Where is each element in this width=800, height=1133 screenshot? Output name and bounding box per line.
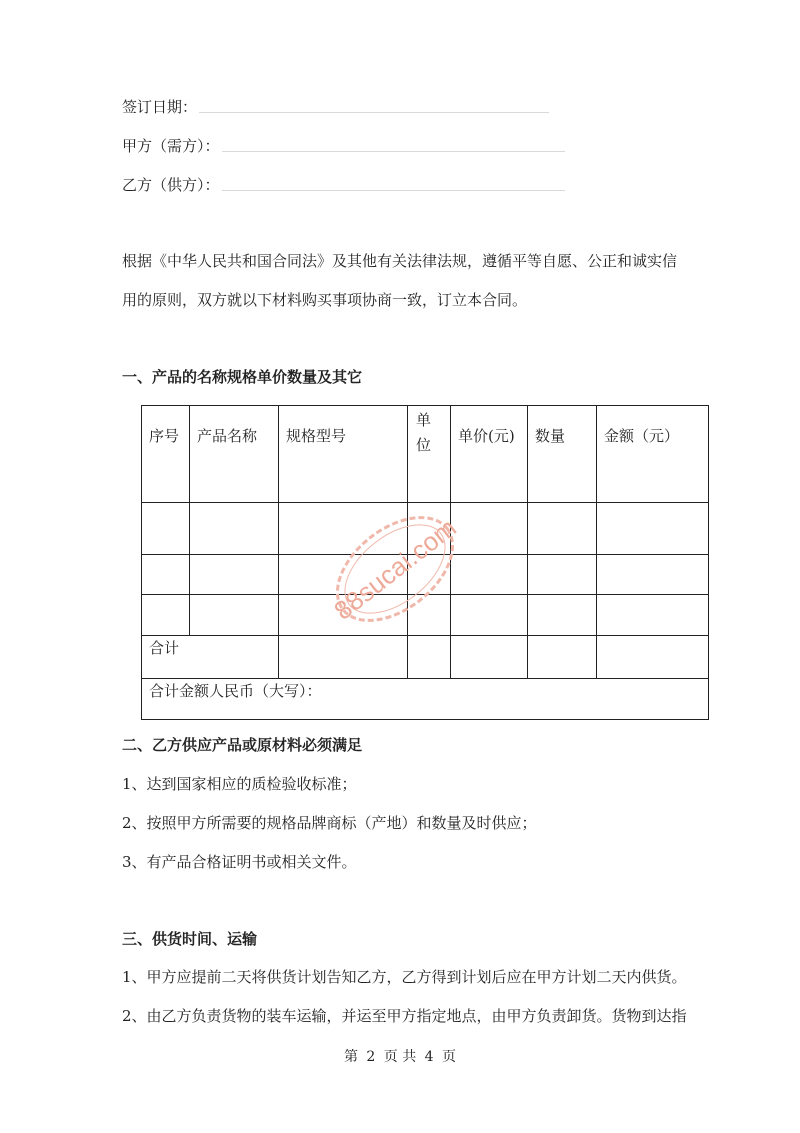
table-cell[interactable] bbox=[597, 503, 709, 555]
table-cell[interactable] bbox=[597, 595, 709, 636]
table-cell[interactable] bbox=[451, 595, 528, 636]
section-3-item-1: 1、甲方应提前二天将供货计划告知乙方，乙方得到计划后应在甲方计划二天内供货。 bbox=[122, 968, 687, 986]
col-header-unit-price: 单价(元) bbox=[451, 406, 528, 503]
section-2-item-2: 2、按照甲方所需要的规格品牌商标（产地）和数量及时供应； bbox=[122, 814, 537, 832]
table-cell[interactable] bbox=[279, 595, 408, 636]
product-table bbox=[141, 405, 709, 720]
party-a-label: 甲方（需方）： bbox=[122, 137, 220, 155]
total-label: 合计金额人民币（大写）： bbox=[149, 682, 322, 700]
sign-date-line[interactable] bbox=[199, 111, 549, 113]
table-cell[interactable] bbox=[279, 555, 408, 595]
footer-suffix: 页 bbox=[442, 1049, 457, 1065]
table-cell[interactable] bbox=[528, 503, 597, 555]
intro-line-2: 用的原则，双方就以下材料购买事项协商一致，订立本合同。 bbox=[122, 291, 528, 309]
table-cell[interactable] bbox=[142, 595, 190, 636]
page-footer bbox=[0, 1047, 800, 1067]
section-2-item-3: 3、有产品合格证明书或相关文件。 bbox=[122, 853, 357, 871]
col-header-unit bbox=[408, 406, 451, 503]
table-row bbox=[142, 503, 709, 555]
table-cell[interactable] bbox=[597, 555, 709, 595]
table-cell[interactable] bbox=[279, 503, 408, 555]
total-row bbox=[142, 679, 709, 720]
table-cell[interactable] bbox=[528, 555, 597, 595]
section-2-title: 二、乙方供应产品或原材料必须满足 bbox=[122, 736, 363, 754]
table-cell[interactable] bbox=[528, 595, 597, 636]
footer-page-number: 2 bbox=[366, 1049, 376, 1065]
col-header-product-name: 产品名称 bbox=[190, 406, 279, 503]
sign-date-field bbox=[122, 96, 549, 118]
col-header-unit-text: 单位 bbox=[416, 411, 432, 454]
section-1-title: 一、产品的名称规格单价数量及其它 bbox=[122, 368, 363, 386]
sum-label: 合计 bbox=[149, 639, 180, 657]
table-cell[interactable] bbox=[279, 636, 408, 679]
watermark-text: 88sucai.com bbox=[328, 512, 462, 626]
col-header-quantity: 数量 bbox=[528, 406, 597, 503]
table-cell[interactable] bbox=[528, 636, 597, 679]
footer-total-pages: 4 bbox=[424, 1049, 434, 1065]
intro-line-1: 根据《中华人民共和国合同法》及其他有关法律法规，遵循平等自愿、公正和诚实信 bbox=[122, 252, 678, 270]
section-3-item-2: 2、由乙方负责货物的装车运输，并运至甲方指定地点，由甲方负责卸货。货物到达指 bbox=[122, 1007, 687, 1025]
table-cell[interactable] bbox=[190, 503, 279, 555]
col-header-amount: 金额（元） bbox=[597, 406, 709, 503]
table-cell[interactable] bbox=[142, 503, 190, 555]
table-cell[interactable] bbox=[408, 555, 451, 595]
col-header-spec: 规格型号 bbox=[279, 406, 408, 503]
table-header-row bbox=[142, 406, 709, 503]
table-cell[interactable] bbox=[451, 636, 528, 679]
sum-row bbox=[142, 636, 709, 679]
total-label-cell[interactable] bbox=[142, 679, 709, 720]
table-cell[interactable] bbox=[408, 595, 451, 636]
sign-date-label: 签订日期： bbox=[122, 98, 198, 116]
section-3-title: 三、供货时间、运输 bbox=[122, 930, 258, 948]
table-cell[interactable] bbox=[451, 503, 528, 555]
table-cell[interactable] bbox=[408, 636, 451, 679]
table-cell[interactable] bbox=[190, 595, 279, 636]
footer-prefix: 第 bbox=[343, 1049, 358, 1065]
table-row bbox=[142, 595, 709, 636]
table-cell[interactable] bbox=[142, 555, 190, 595]
sum-label-cell bbox=[142, 636, 279, 679]
table-cell[interactable] bbox=[597, 636, 709, 679]
table-cell[interactable] bbox=[451, 555, 528, 595]
party-b-label: 乙方（供方）： bbox=[122, 176, 220, 194]
table-row bbox=[142, 555, 709, 595]
party-b-line[interactable] bbox=[222, 189, 565, 191]
footer-middle: 页 共 bbox=[383, 1049, 417, 1065]
section-2-item-1: 1、达到国家相应的质检验收标准； bbox=[122, 775, 357, 793]
party-a-field bbox=[122, 135, 565, 157]
table-cell[interactable] bbox=[190, 555, 279, 595]
col-header-index: 序号 bbox=[142, 406, 190, 503]
party-a-line[interactable] bbox=[222, 150, 565, 152]
table-cell[interactable] bbox=[408, 503, 451, 555]
party-b-field bbox=[122, 174, 565, 196]
